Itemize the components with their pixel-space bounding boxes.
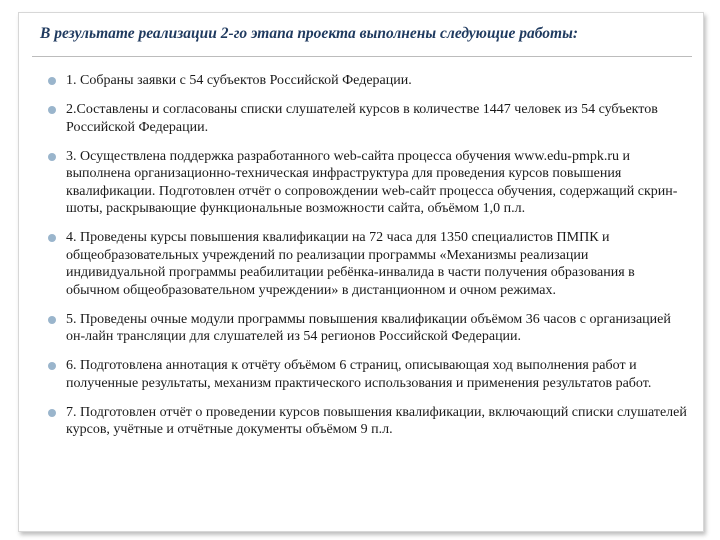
list-item-text: 4. Проведены курсы повышения квалификации на 72 часа для 1350 специалистов ПМПК и общеобразовательных учреждений по реализации программы «Механизмы реализации индивидуальной программы реабилитации ребёнка-инвалида в части получения образования в обычном общеобразовательном учреждении» в дистанционном и очном режимах. (66, 230, 635, 298)
bullet-icon (48, 409, 56, 417)
list-item (48, 311, 688, 346)
results-list (48, 72, 688, 450)
list-item (48, 148, 688, 218)
list-item (48, 101, 688, 136)
list-item (48, 72, 688, 90)
slide-title: В результате реализации 2-го этапа проекта выполнены следующие работы: (40, 25, 579, 42)
bullet-icon (48, 77, 56, 85)
title-divider (32, 56, 692, 57)
list-item-text: 6. Подготовлена аннотация к отчёту объёмом 6 страниц, описывающая ход выполнения работ и полученные результаты, механизм практического использования и применения результатов работ. (66, 358, 652, 391)
bullet-icon (48, 106, 56, 114)
list-item-text: 7. Подготовлен отчёт о проведении курсов повышения квалификации, включающий списки слушателей курсов, учётные и отчётные документы объёмом 9 п.л. (66, 404, 687, 437)
list-item (48, 357, 688, 392)
list-item-text: 3. Осуществлена поддержка разработанного web-сайта процесса обучения www.edu-pmpk.ru и выполнена организационно-техническая инфраструктура для проведения курсов повышения квалификации. Подготовлен отчёт о сопровождении web-сайт процесса обучения, содержащий скрин-шоты, раскрывающие функциональные возможности сайта, объёмом 1,0 п.л. (66, 148, 678, 216)
list-item-text: 1. Собраны заявки с 54 субъектов Российской Федерации. (66, 73, 412, 88)
list-item-text: 2.Составлены и согласованы списки слушателей курсов в количестве 1447 человек из 54 субъектов Российской Федерации. (66, 102, 658, 135)
bullet-icon (48, 234, 56, 242)
list-item (48, 404, 688, 439)
bullet-icon (48, 153, 56, 161)
list-item-text: 5. Проведены очные модули программы повышения квалификации объёмом 36 часов с организацией он-лайн трансляции для слушателей из 54 регионов Российской Федерации. (66, 311, 671, 344)
list-item (48, 229, 688, 299)
bullet-icon (48, 362, 56, 370)
bullet-icon (48, 316, 56, 324)
